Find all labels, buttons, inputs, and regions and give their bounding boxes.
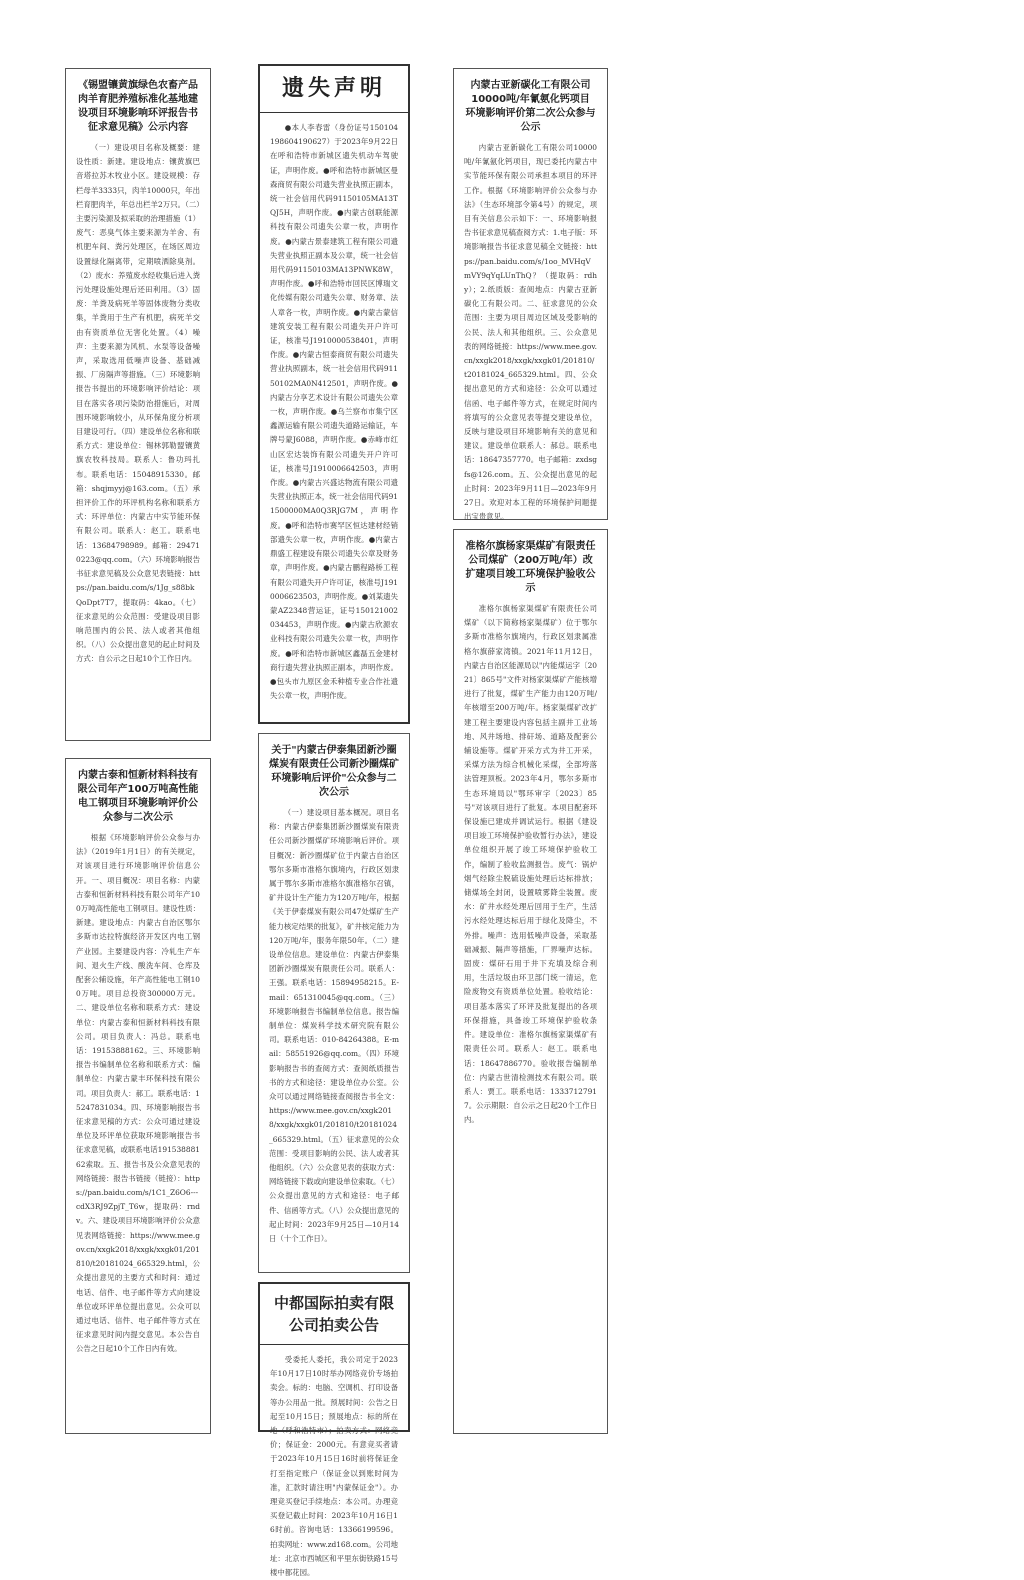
- notice-title: 准格尔旗杨家渠煤矿有限责任公司煤矿（200万吨/年）改扩建项目竣工环境保护验收公示: [465, 541, 596, 594]
- notice-title: 遗失声明: [281, 76, 386, 101]
- notice-body: 准格尔旗杨家渠煤矿有限责任公司煤矿（以下简称杨家渠煤矿）位于鄂尔多斯市准格尔旗境内，行政区划隶属准格尔旗薛家湾镇。2021年11月12日，内蒙古自治区能源局以"内能煤运字〔2021〕865号"文件对杨家渠煤矿产能核增进行了批复，煤矿生产能力由120万吨/年核增至200万吨/年。杨家渠煤矿改扩建工程主要建设内容包括主副井工业场地、风井场地、排矸场、道路及配套公辅设施等。煤矿开采方式为井工开采，采煤方法为综合机械化采煤，全部垮落法管理顶板。2023年4月，鄂尔多斯市生态环境局以"鄂环审字〔2023〕85号"对该项目进行了批复。本项目配套环保设施已建成并调试运行。根据《建设项目竣工环境保护验收暂行办法》，建设单位组织开展了竣工环境保护验收工作，编制了验收监测报告。废气：锅炉烟气经除尘脱硫设施处理后达标排放；储煤场全封闭，设置喷雾降尘装置。废水：矿井水经处理后回用于生产，生活污水经处理达标后用于绿化及降尘，不外排。噪声：选用低噪声设备，采取基础减振、隔声等措施，厂界噪声达标。固废：煤矸石用于井下充填及综合利用，生活垃圾由环卫部门统一清运，危险废物交有资质单位处置。验收结论：项目基本落实了环评及批复提出的各项环保措施，具备竣工环境保护验收条件。建设单位：准格尔旗杨家渠煤矿有限责任公司。联系人：赵工。联系电话：18647886770。验收报告编制单位：内蒙古世清检测技术有限公司。联系人：贾工。联系电话：13337127917。公示期限：自公示之日起20个工作日内。: [464, 604, 597, 1125]
- notice-body: 内蒙古亚新碳化工有限公司10000吨/年氰氨化钙项目，现已委托内蒙古中实节能环保有限公司承担本项目的环评工作。根据《环境影响评价公众参与办法》（生态环境部令第4号）的规定，项目有关信息公示如下：一、环境影响报告书征求意见稿查阅方式：1.电子版：环境影响报告书征求意见稿全文链接：https://pan.baidu.com/s/1oo_MVHqVmVY9qYqLUnThQ？（提取码：rdhy）；2.纸质版：查阅地点：内蒙古亚新碳化工有限公司。二、征求意见的公众范围：主要为项目周边区域及受影响的公民、法人和其他组织。三、公众意见表的网络链接：https://www.mee.gov.cn/xxgk2018/xxgk/xxgk01/201810/t20181024_665329.html。四、公众提出意见的方式和途径：公众可以通过信函、电子邮件等方式，在规定时间内将填写的公众意见表等提交建设单位，反映与建设项目环境影响有关的意见和建议。建设单位联系人：郝总。联系电话：18647357770。电子邮箱：zxdsgfs@126.com。五、公众提出意见的起止时间：2023年9月11日—2023年9月27日。欢迎对本工程的环境保护问题提出宝贵意见。: [464, 143, 597, 522]
- notice-livestock-eia: [65, 68, 211, 741]
- title-divider: [260, 1344, 408, 1345]
- notice-title: 内蒙古亚新碳化工有限公司 10000吨/年氰氨化钙项目 环境影响评价第二次公众参与公示: [465, 80, 596, 133]
- notice-coal-mine-acceptance: [453, 529, 608, 1434]
- notice-coal-mine-post-eia: [258, 733, 410, 1273]
- notice-body: （一）建设项目名称及概要：建设性质：新建。建设地点：镶黄旗巴音塔拉苏木牧业小区。建设规模：存栏母羊3333只，肉羊10000只，年出栏育肥肉羊，年总出栏羊2万只。（二）主要污染源及拟采取的治理措施（1）废气：恶臭气体主要来源为羊舍、有机肥车间、粪污处理区，在场区周边设置绿化隔离带，定期喷洒除臭剂。（2）废水：养殖废水经收集后进入粪污处理设施处理后还田利用。（3）固废：羊粪及病死羊等固体废物分类收集，羊粪用于生产有机肥，病死羊交由有资质单位无害化处置。（4）噪声：主要来源为风机、水泵等设备噪声，采取选用低噪声设备、基础减振、厂房隔声等措施。（三）环境影响报告书提出的环境影响评价结论：项目在落实各项污染防治措施后，对周围环境影响较小，从环保角度分析项目建设可行。（四）建设单位名称和联系方式：建设单位：锡林郭勒盟镶黄旗农牧科技局。联系人：鲁功玛扎布。联系电话：15048915330。邮箱：shqjmyyj@163.com。（五）承担评价工作的环评机构名称和联系方式：环评单位：内蒙古中实节能环保有限公司。联系人：赵工。联系电话：13684798989。邮箱：294710223@qq.com。（六）环境影响报告书征求意见稿及公众意见表链接：https://pan.baidu.com/s/1Jg_s88bkQoDpt7T7，提取码：4kao。（七）征求意见的公众范围：受建设项目影响范围内的公民、法人或者其他组织。（八）公众提出意见的起止时间及方式：自公示之日起10个工作日内。: [76, 143, 200, 664]
- notice-calcium-cyanamide-eia: [453, 68, 608, 520]
- title-divider: [260, 112, 408, 113]
- notice-title: 关于"内蒙古伊泰集团新沙圈煤炭有限责任公司新沙圈煤矿环境影响后评价"公众参与二次公示: [269, 745, 399, 798]
- notice-body: ●本人李春雷（身份证号150104198604190627）于2023年9月22日在呼和浩特市新城区遗失机动车驾驶证，声明作废。●呼和浩特市新城区曼森商贸有限公司遗失营业执照正副本，统一社会信用代码91150105MA13TQJ5H，声明作废。●内蒙古创联能源科技有限公司遗失公章一枚，声明作废。●内蒙古景泰建筑工程有限公司遗失营业执照正副本及公章，统一社会信用代码91150103MA13PNWK8W，声明作废。●呼和浩特市回民区博瑞文化传媒有限公司遗失公章、财务章、法人章各一枚，声明作废。●内蒙古蒙信建筑安装工程有限公司遗失开户许可证，核准号J1910000538401，声明作废。●内蒙古恒泰商贸有限公司遗失营业执照副本，统一社会信用代码91150102MA0N412501，声明作废。●内蒙古分享艺术设计有限公司遗失公章一枚，声明作废。●乌兰察布市集宁区鑫源运输有限公司遗失道路运输证，车牌号蒙J6088，声明作废。●赤峰市红山区宏达装饰有限公司遗失开户许可证，核准号J1910006642503，声明作废。●内蒙古兴盛达物流有限公司遗失营业执照正本，统一社会信用代码911500000MA0Q3RJG7M，声明作废。●呼和浩特市赛罕区恒达建材经销部遗失公章一枚，声明作废。●内蒙古鼎盛工程建设有限公司遗失公章及财务章，声明作废。●内蒙古鹏程路桥工程有限公司遗失开户许可证，核准号J1910006623503，声明作废。●刘某遗失蒙AZ2348营运证，证号150121002034453，声明作废。●内蒙古欣源农业科技有限公司遗失公章一枚，声明作废。●呼和浩特市新城区鑫磊五金建材商行遗失营业执照正副本，声明作废。●包头市九原区金禾种植专业合作社遗失公章一枚，声明作废。: [270, 123, 398, 701]
- notice-body: 受委托人委托，我公司定于2023年10月17日10时举办网络竞价专场拍卖会。标的：电脑、空调机、打印设备等办公用品一批。预展时间：公告之日起至10月15日；预展地点：标的所在地（呼和浩特市）；拍卖方式：网络竞价；保证金：2000元。有意竞买者请于2023年10月15日16时前将保证金打至指定账户（保证金以到账时间为准，汇款时请注明"内蒙保证金"）。办理竞买登记手续地点：本公司。办理竞买登记截止时间：2023年10月16日16时前。咨询电话：13366199596。拍卖网址：www.zd168.com。公司地址：北京市西城区和平里东街铁路15号楼中都花园。: [270, 1355, 398, 1578]
- notice-title: 中都国际拍卖有限公司拍卖公告: [273, 1294, 394, 1334]
- notice-electrical-steel-eia: [65, 758, 211, 1434]
- notice-body: 根据《环境影响评价公众参与办法》（2019年1月1日）的有关规定，对该项目进行环境影响评价信息公开。一、项目概况：项目名称：内蒙古泰和恒新材料科技有限公司年产100万吨高性能电工钢项目。建设性质：新建。建设地点：内蒙古自治区鄂尔多斯市达拉特旗经济开发区内电工钢产业园。主要建设内容：冷轧生产车间、退火生产线、酸洗车间、仓库及配套公辅设施，年产高性能电工钢100万吨。项目总投资300000万元。二、建设单位名称和联系方式：建设单位：内蒙古泰和恒新材料科技有限公司。项目负责人：冯总。联系电话：19153888162。三、环境影响报告书编制单位名称和联系方式：编制单位：内蒙古蒙丰环保科技有限公司。项目负责人：郝工。联系电话：15247831034。四、环境影响报告书征求意见稿的方式：公众可通过建设单位及环评单位获取环境影响报告书征求意见稿，或联系电话19153888162索取。五、报告书及公众意见表的网络链接：报告书链接（链接）：https://pan.baidu.com/s/1C1_Z6O6--- cdX3RJ9ZpjT_T6w，提取码：rndv。六、建设项目环境影响评价公众意见表网络链接：https://www.mee.gov.cn/xxgk2018/xxgk/xxgk01/201810/t20181024_665329.html，公众提出意见的主要方式和时间：通过电话、信件、电子邮件等方式向建设单位或环评单位提出意见。公众可以通过电话、信件、电子邮件等方式在征求意见时间内提交意见。本公告自公告之日起10个工作日内有效。: [76, 833, 200, 1354]
- notice-loss-declarations: [258, 64, 410, 724]
- notice-auction: [258, 1282, 410, 1578]
- notice-title: 内蒙古泰和恒新材料科技有限公司年产100万吨高性能电工钢项目环境影响评价公众参与二次公示: [77, 770, 199, 823]
- notice-body: （一）建设项目基本概况。项目名称：内蒙古伊泰集团新沙圈煤炭有限责任公司新沙圈煤矿环境影响后评价。项目概况：新沙圈煤矿位于内蒙古自治区鄂尔多斯市准格尔旗境内，行政区划隶属于鄂尔多斯市准格尔旗准格尔召镇，矿井设计生产能力为120万吨/年，根据《关于伊泰煤炭有限公司47处煤矿生产能力核定结果的批复》，矿井核定能力为120万吨/年，服务年限50年。（二）建设单位信息。建设单位：内蒙古伊泰集团新沙圈煤炭有限责任公司。联系人：王强。联系电话：15894958215。E-mail：651310045@qq.com。（三）环境影响报告书编制单位信息。报告编制单位：煤炭科学技术研究院有限公司。联系电话：010-84264388。E-mail：58551926@qq.com。（四）环境影响报告书的查阅方式：查阅纸质报告书的方式和途径：建设单位办公室。公众可以通过网络链接查阅报告书全文：https://www.mee.gov.cn/xxgk2018/xxgk/xxgk01/201810/t20181024_665329.html。（五）征求意见的公众范围：受项目影响的公民、法人或者其他组织。（六）公众意见表的获取方式：网络链接下载或向建设单位索取。（七）公众提出意见的方式和途径：电子邮件、信函等方式。（八）公众提出意见的起止时间：2023年9月25日—10月14日（十个工作日）。: [269, 808, 399, 1244]
- notice-title: 《锡盟镶黄旗绿色农畜产品肉羊育肥养殖标准化基地建设项目环境影响环评报告书征求意见稿》公示内容: [78, 80, 198, 133]
